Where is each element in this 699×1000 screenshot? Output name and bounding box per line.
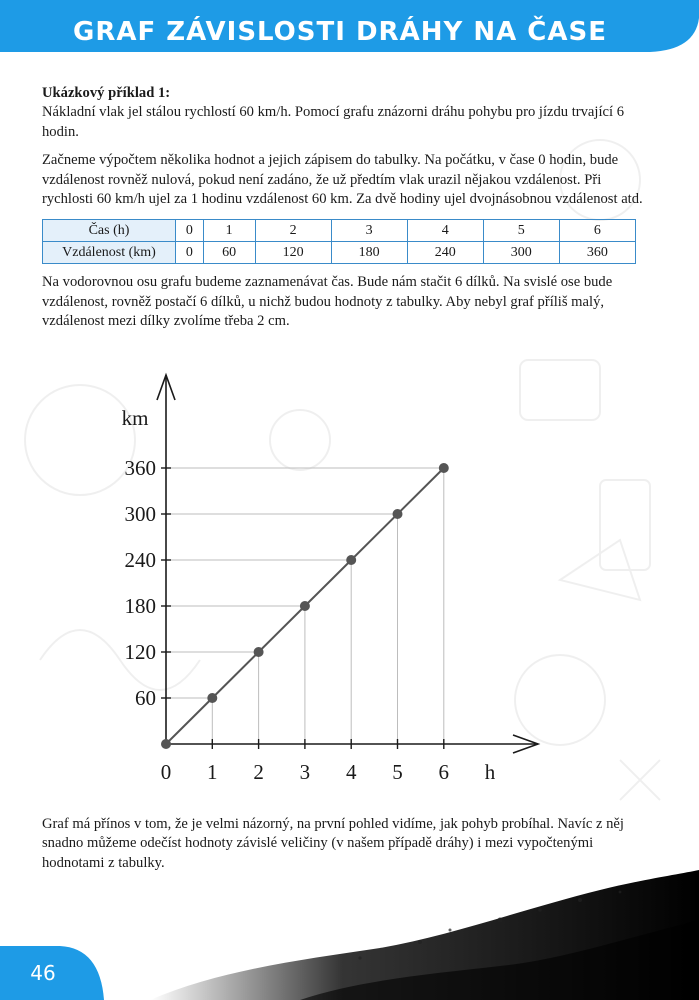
table-cell: 1 bbox=[203, 220, 255, 242]
conclusion bbox=[42, 815, 652, 873]
table-cell: 0 bbox=[176, 220, 204, 242]
data-point bbox=[346, 555, 356, 565]
example-heading: Ukázkový příklad 1: bbox=[42, 85, 171, 101]
x-tick-label: 1 bbox=[207, 760, 218, 784]
axes-description: Na vodorovnou osu grafu budeme zaznamenávat čas. Bude nám stačit 6 dílků. Na svislé ose bude vzdálenost, rovněž postačí 6 dílků, u nichž budou hodnoty z tabulky. Aby nebyl graf příliš malý, vzdálenost mezi dílky zvolíme třeba 2 cm. bbox=[42, 274, 613, 330]
ticks bbox=[125, 456, 450, 784]
example-explanation: Začneme výpočtem několika hodnot a jejich zápisem do tabulky. Na počátku, v čase 0 hodin, bude vzdálenost rovněž nulová, pokud není zadáno, že už předtím vlak urazil nějakou vzdálenost. Při rychlosti 60 km/h ujel za 1 hodinu vzdálenost 60 km. Za dvě hodiny ujel dvojnásobnou vzdálenost atd. bbox=[42, 152, 643, 208]
series bbox=[161, 463, 449, 749]
ink-smear-decoration bbox=[0, 870, 699, 1000]
page-title: GRAF ZÁVISLOSTI DRÁHY NA ČASE bbox=[73, 17, 607, 47]
y-tick-label: 360 bbox=[124, 456, 156, 480]
data-point bbox=[254, 647, 264, 657]
data-point bbox=[161, 739, 171, 749]
y-tick-label: 180 bbox=[124, 594, 156, 618]
table-cell: 60 bbox=[203, 242, 255, 264]
table-cell: 360 bbox=[559, 242, 635, 264]
main-content bbox=[42, 84, 652, 332]
x-axis-arrow bbox=[513, 735, 538, 753]
y-tick-label: 300 bbox=[124, 502, 156, 526]
data-point bbox=[207, 693, 217, 703]
y-tick-label: 240 bbox=[124, 548, 156, 572]
header-banner bbox=[0, 0, 699, 56]
x-tick-label: 2 bbox=[253, 760, 264, 784]
table-cell: 4 bbox=[407, 220, 483, 242]
data-point bbox=[300, 601, 310, 611]
conclusion-text: Graf má přínos v tom, že je velmi názorný, na první pohled vidíme, jak pohyb probíhal. Navíc z něj snadno můžeme odečíst hodnoty závislé veličiny (v našem případě dráhy) i mezi vypočtenými hodnotami z tabulky. bbox=[42, 816, 624, 871]
y-tick-label: 120 bbox=[124, 640, 156, 664]
example-problem: Nákladní vlak jel stálou rychlostí 60 km/h. Pomocí grafu znázorni dráhu pohybu pro jízdu trvající 6 hodin. bbox=[42, 104, 624, 140]
page-number: 46 bbox=[30, 961, 56, 985]
data-point bbox=[439, 463, 449, 473]
y-axis-arrow bbox=[157, 375, 175, 400]
table-row-distance bbox=[43, 242, 636, 264]
table-row-label: Čas (h) bbox=[43, 220, 176, 242]
x-tick-label: 0 bbox=[160, 760, 172, 784]
values-table bbox=[42, 219, 636, 264]
table-row-time bbox=[43, 220, 636, 242]
x-tick-label: 5 bbox=[392, 760, 403, 784]
table-row-label: Vzdálenost (km) bbox=[43, 242, 176, 264]
x-axis-label: h bbox=[484, 760, 496, 784]
table-cell: 180 bbox=[331, 242, 407, 264]
axes bbox=[157, 375, 538, 753]
table-cell: 0 bbox=[176, 242, 204, 264]
data-point bbox=[393, 509, 403, 519]
table-cell: 5 bbox=[483, 220, 559, 242]
table-cell: 240 bbox=[407, 242, 483, 264]
table-cell: 2 bbox=[255, 220, 331, 242]
table-cell: 6 bbox=[559, 220, 635, 242]
series-line bbox=[166, 468, 444, 744]
y-axis-label: km bbox=[121, 406, 149, 430]
x-tick-label: 3 bbox=[299, 760, 311, 784]
guide-lines bbox=[166, 468, 444, 744]
y-tick-label: 60 bbox=[135, 686, 156, 710]
x-tick-label: 6 bbox=[438, 760, 450, 784]
x-tick-label: 4 bbox=[345, 760, 357, 784]
table-cell: 120 bbox=[255, 242, 331, 264]
table-cell: 300 bbox=[483, 242, 559, 264]
table-cell: 3 bbox=[331, 220, 407, 242]
